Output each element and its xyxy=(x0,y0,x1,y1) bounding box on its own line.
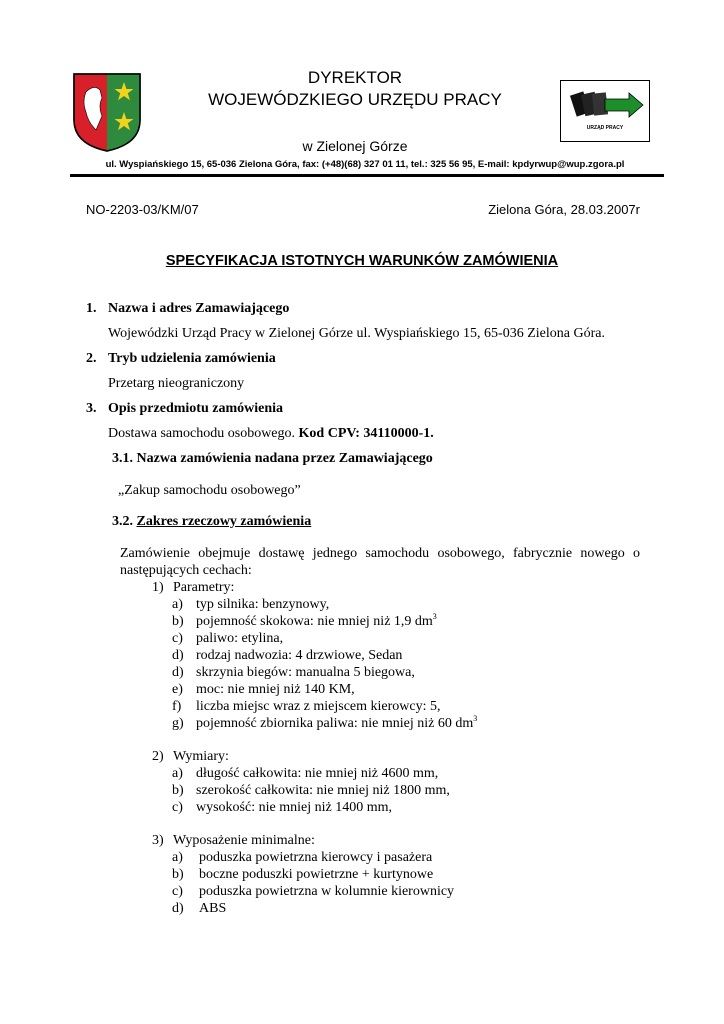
superscript: 3 xyxy=(432,612,437,621)
header-city: w Zielonej Górze xyxy=(302,138,408,154)
list-item-letter: a) xyxy=(172,597,183,612)
subsection-3-1-heading xyxy=(112,450,433,467)
header-title-line2: WOJEWÓDZKIEGO URZĘDU PRACY xyxy=(208,90,502,109)
section-3-number: 3. xyxy=(86,401,97,416)
cpv-code: Kod CPV: 34110000-1. xyxy=(298,426,434,441)
order-name: „Zakup samochodu osobowego” xyxy=(118,483,301,498)
crest-logo xyxy=(72,72,142,152)
superscript: 3 xyxy=(473,714,478,723)
list-item xyxy=(196,715,477,732)
scope-intro-line2: następujących cechach: xyxy=(120,563,252,578)
list-item-letter: g) xyxy=(172,716,184,731)
list-item: ABS xyxy=(199,901,227,916)
list-item-letter: f) xyxy=(172,699,182,714)
group-2-label: 2) xyxy=(152,749,164,764)
group-1-label: 1) xyxy=(152,580,164,595)
list-item-letter: d) xyxy=(172,648,184,663)
header-divider xyxy=(70,174,664,177)
list-item-letter: d) xyxy=(172,665,184,680)
subsection-3-1-title: Nazwa zamówienia nadana przez Zamawiającego xyxy=(136,451,433,466)
place-date: Zielona Góra, 28.03.2007r xyxy=(488,202,640,217)
reference-number: NO-2203-03/KM/07 xyxy=(86,202,199,217)
list-item-letter: c) xyxy=(172,884,183,899)
subsection-3-2-title: Zakres rzeczowy zamówienia xyxy=(136,514,312,529)
logo-caption: URZĄD PRACY xyxy=(586,125,624,131)
list-item: długość całkowita: nie mniej niż 4600 mm, xyxy=(196,766,439,781)
list-item-letter: c) xyxy=(172,800,183,815)
section-3-text xyxy=(108,425,434,442)
list-item: skrzynia biegów: manualna 5 biegowa, xyxy=(196,665,415,680)
header-address: ul. Wyspiańskiego 15, 65-036 Zielona Góra, fax: (+48)(68) 327 01 11, tel.: 325 56 95, E-mail: kpdyrwup@wup.zgora.pl xyxy=(105,159,625,170)
urzad-pracy-logo xyxy=(560,80,650,142)
header-title-line1: DYREKTOR xyxy=(307,68,403,87)
arrow-logo-icon xyxy=(567,85,645,125)
list-item: szerokość całkowita: nie mniej niż 1800 mm, xyxy=(196,783,450,798)
section-1-heading: Nazwa i adres Zamawiającego xyxy=(108,301,290,316)
list-item: boczne poduszki powietrzne + kurtynowe xyxy=(199,867,434,882)
list-item: typ silnika: benzynowy, xyxy=(196,597,330,612)
subsection-3-2-heading xyxy=(112,513,311,530)
list-item-letter: b) xyxy=(172,783,184,798)
list-item-letter: b) xyxy=(172,614,184,629)
list-item: moc: nie mniej niż 140 KM, xyxy=(196,682,355,697)
section-2-number: 2. xyxy=(86,351,97,366)
list-item: liczba miejsc wraz z miejscem kierowcy: 5, xyxy=(196,699,441,714)
list-item: poduszka powietrzna kierowcy i pasażera xyxy=(199,850,433,865)
section-3-heading: Opis przedmiotu zamówienia xyxy=(108,401,283,416)
subsection-3-2-number: 3.2. xyxy=(112,514,133,529)
list-item-text: pojemność skokowa: nie mniej niż 1,9 dm xyxy=(196,614,433,629)
document-title: SPECYFIKACJA ISTOTNYCH WARUNKÓW ZAMÓWIENIA xyxy=(165,253,559,269)
list-item xyxy=(196,613,437,630)
list-item: rodzaj nadwozia: 4 drzwiowe, Sedan xyxy=(196,648,403,663)
list-item: wysokość: nie mniej niż 1400 mm, xyxy=(196,800,392,815)
list-item-text: pojemność zbiornika paliwa: nie mniej niż 60 dm xyxy=(196,716,474,731)
scope-intro-line1: Zamówienie obejmuje dostawę jednego samochodu osobowego, fabrycznie nowego o xyxy=(120,546,640,561)
group-3-label: 3) xyxy=(152,833,164,848)
list-item-letter: a) xyxy=(172,766,183,781)
list-item: poduszka powietrzna w kolumnie kierownicy xyxy=(199,884,455,899)
section-3-text-plain: Dostawa samochodu osobowego. xyxy=(108,426,296,441)
group-3-title: Wyposażenie minimalne: xyxy=(173,833,315,848)
list-item-letter: e) xyxy=(172,682,183,697)
list-item-letter: d) xyxy=(172,901,184,916)
list-item-letter: c) xyxy=(172,631,183,646)
section-2-text: Przetarg nieograniczony xyxy=(108,376,245,391)
subsection-3-1-number: 3.1. xyxy=(112,451,133,466)
list-item-letter: a) xyxy=(172,850,183,865)
list-item: paliwo: etylina, xyxy=(196,631,284,646)
group-2-title: Wymiary: xyxy=(173,749,229,764)
section-2-heading: Tryb udzielenia zamówienia xyxy=(108,351,276,366)
list-item-letter: b) xyxy=(172,867,184,882)
group-1-title: Parametry: xyxy=(173,580,235,595)
section-1-text: Wojewódzki Urząd Pracy w Zielonej Górze ul. Wyspiańskiego 15, 65-036 Zielona Góra. xyxy=(108,326,605,341)
section-1-number: 1. xyxy=(86,301,97,316)
